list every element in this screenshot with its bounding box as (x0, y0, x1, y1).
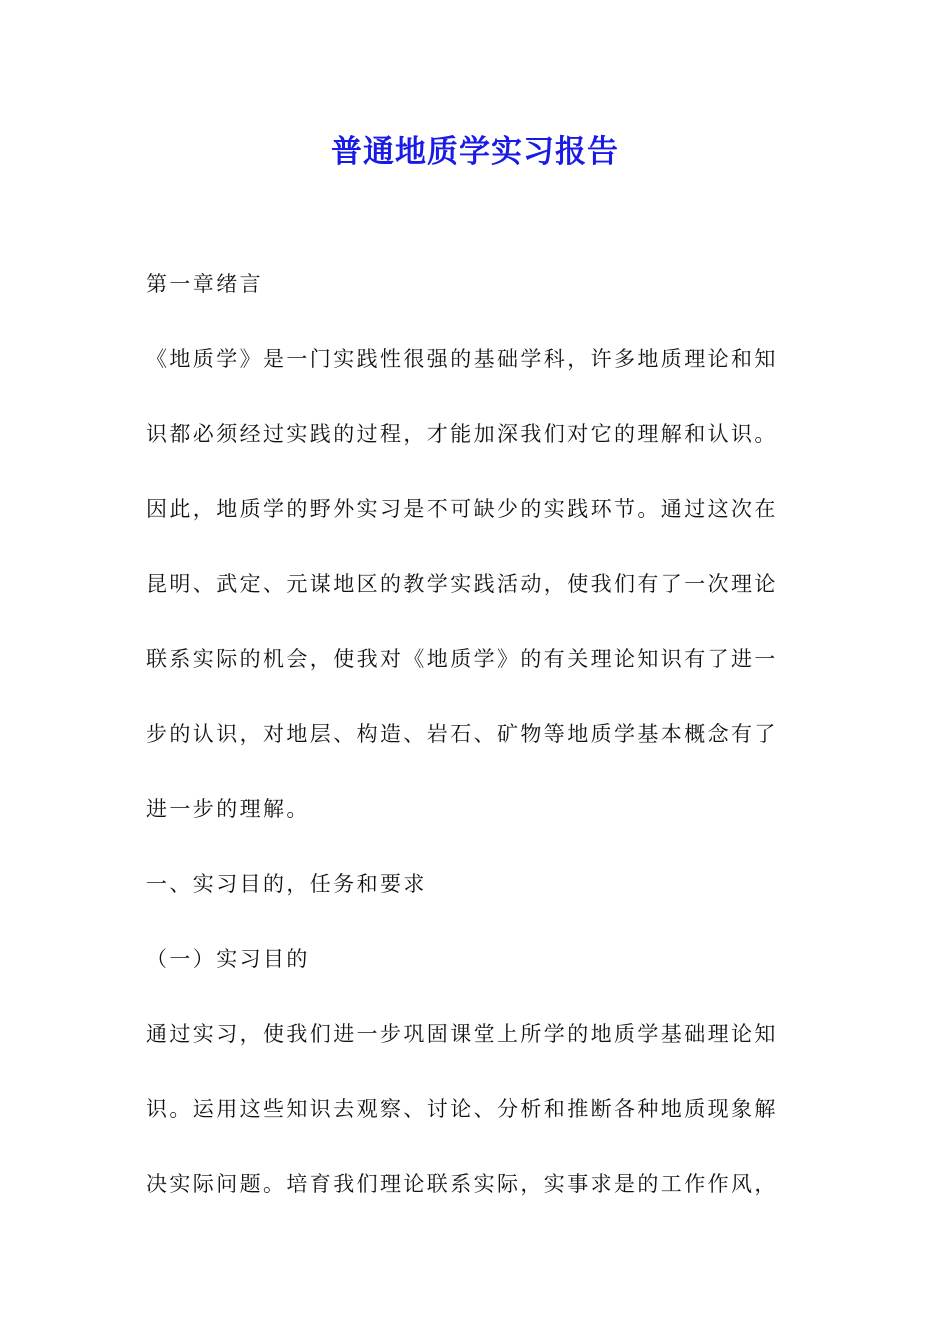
paragraph-line: 进一步的理解。 (146, 797, 310, 821)
paragraph-line: 联系实际的机会，使我对《地质学》的有关理论知识有了进一 (146, 647, 778, 671)
subsection-heading: （一）实习目的 (146, 947, 310, 971)
chapter-heading: 第一章绪言 (146, 272, 263, 296)
document-body (146, 247, 806, 1222)
paragraph-line: 因此，地质学的野外实习是不可缺少的实践环节。通过这次在 (146, 497, 778, 521)
paragraph-line: 步的认识，对地层、构造、岩石、矿物等地质学基本概念有了 (146, 722, 778, 746)
paragraph-line: 《地质学》是一门实践性很强的基础学科，许多地质理论和知 (146, 347, 778, 371)
paragraph-line: 识。运用这些知识去观察、讨论、分析和推断各种地质现象解 (146, 1097, 778, 1121)
section-heading: 一、实习目的，任务和要求 (146, 872, 427, 896)
paragraph-line: 通过实习，使我们进一步巩固课堂上所学的地质学基础理论知 (146, 1022, 778, 1046)
document-title: 普通地质学实习报告 (331, 134, 619, 170)
paragraph-line: 识都必须经过实践的过程，才能加深我们对它的理解和认识。 (146, 422, 778, 446)
paragraph-line: 决实际问题。培育我们理论联系实际，实事求是的工作作风， (146, 1172, 778, 1196)
paragraph-line: 昆明、武定、元谋地区的教学实践活动，使我们有了一次理论 (146, 572, 778, 596)
